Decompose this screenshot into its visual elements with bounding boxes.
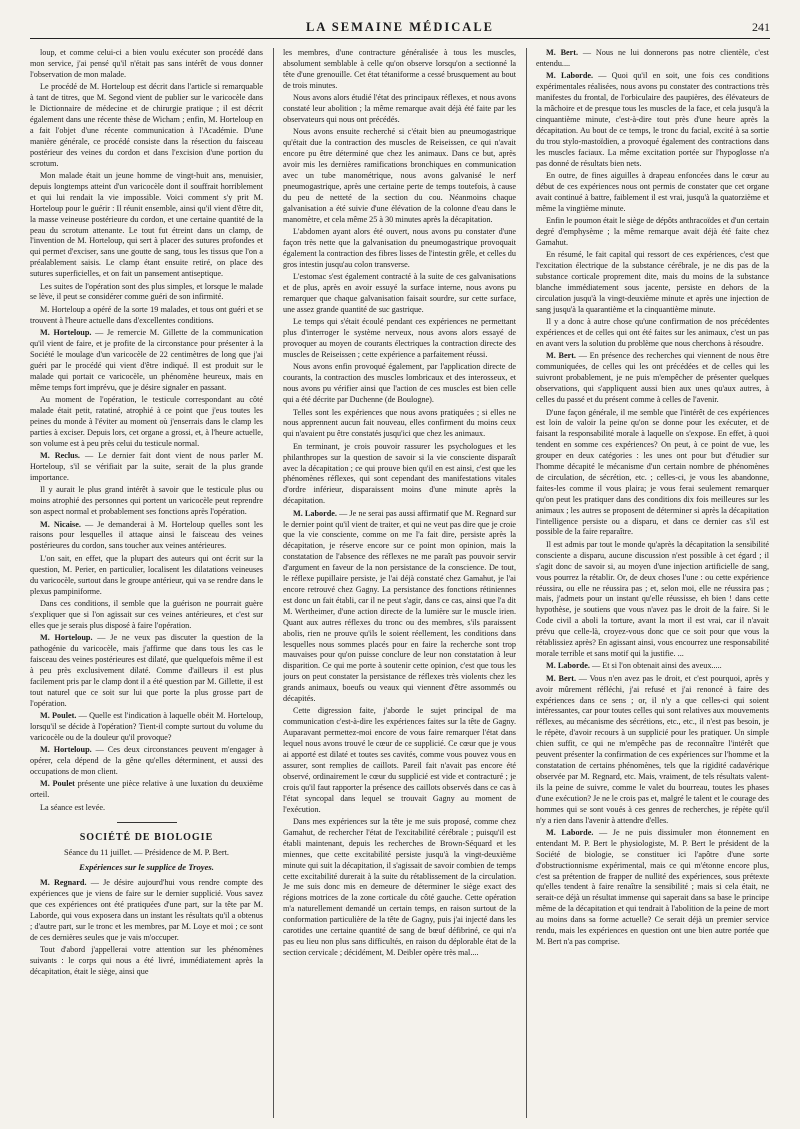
speech: — Je ne puis dissimuler mon étonnement en entendant M. P. Bert le physiologiste, M. P. Bert le président de la Société de biologie, se constituer ici l'apôtre d'une sorte d'obstructionnisme expérimental, mais ce qui m'étonne encore plus, c'est sa prétention de frapper de nullité des expériences, sous prétexte qu'elles tendent à faire renaître la sensibilité ; mais si cela était, ne serait-ce déjà un résultat immense qui saperait dans sa base le principe même de la décapitation et qui tendrait à l'abolition de la peine de mort au moins dans sa forme actuelle? Ce serait déjà un premier service rendu, mais les expériences en question ont une bien autre portée que M. Bert n'a pas comprise. xyxy=(536,827,769,946)
speech: — Et si l'on obtenait ainsi des aveux..... xyxy=(589,661,722,671)
paragraph: M. Horteloup a opéré de la sorte 19 malades, et tous ont guéri et se trouvent à l'heure actuelle dans d'excellentes conditions. xyxy=(30,304,263,325)
speech: — Ces deux circonstances peuvent m'engager à opérer, cela dépend de la gêne qu'elles déterminent, et aussi des occupations de mon client. xyxy=(30,745,263,776)
speech: — Quelle est l'indication à laquelle obéit M. Horteloup, lorsqu'il se décide à l'opération? Tient-il compte surtout du volume du varicocèle ou de la douleur qu'il provoque? xyxy=(30,710,263,742)
paragraph xyxy=(30,633,263,709)
paragraph: L'on sait, en effet, que la plupart des auteurs qui ont écrit sur la question, M. Perier, en particulier, localisent les dilatations veineuses du varicocèle, surtout dans le groupe antérieur, qui va se rendre dans le plexus pampiniforme. xyxy=(30,553,263,596)
speaker: M. Horteloup. xyxy=(40,745,92,755)
speaker: M. Poulet xyxy=(40,779,75,789)
paragraph: loup, et comme celui-ci a bien voulu exécuter son procédé dans mon service, j'ai pensé qu'il n'était pas sans intérêt de vous donner l'observation de mon malade. xyxy=(30,48,263,79)
section-title: SOCIÉTÉ DE BIOLOGIE xyxy=(79,831,214,843)
speaker: M. Regnard. xyxy=(40,878,87,888)
paragraph xyxy=(536,48,769,70)
journal-title: LA SEMAINE MÉDICALE xyxy=(305,20,495,34)
paragraph xyxy=(30,779,263,801)
paragraph: Il y aurait le plus grand intérêt à savoir que le testicule plus ou moins atrophié des personnes qui portent un varicocèle peut reprendre son aspect normal et probablement ses fonctions après l'opération. xyxy=(30,485,263,517)
paragraph xyxy=(30,878,263,943)
speaker: M. Laborde. xyxy=(546,71,594,81)
paragraph xyxy=(30,711,263,744)
paragraph xyxy=(536,674,769,827)
speech: — Vous n'en avez pas le droit, et c'est pourquoi, après y avoir mûrement réfléchi, j'ai refusé et j'ai renoncé à faire des expériences dans ce sens ; or, il n'y a que celles-ci qui soient intéressantes, car pour toutes celles qui sont relatives aux mouvements réflexes, au mécanisme des sécrétions, etc., etc., il n'est pas besoin, je le répète, d'avoir recours à un supplicié pour les pratiquer. Un simple chien suffit, ce qui ne m'empêche pas de reconnaître l'intérêt que peuvent présenter la confirmation de ces expériences sur l'homme et la constatation de certains phénomènes, tels que la rigidité cadavérique observée par M. Regnard, etc. Mais, vraiment, de tels résultats valent-ils la peine de suivre, comme le valet du bourreau, toutes les phases d'une exécution? Je ne le crois pas et, malgré le talent et le courage des hommes qui se sont voués à ces genres de recherches, je répète qu'il n'y a rien dans l'avenir à attendre d'elles. xyxy=(536,673,769,825)
column-3 xyxy=(536,48,769,1118)
speech: — En présence des recherches qui viennent de nous être communiquées, de celles qui les ont précédées et de celles qui les suivront probablement, je ne puis m'empêcher de présenter quelques observations, qui s'appliquent aussi bien aux unes qu'aux autres, à celles du passé et du présent comme à celles de l'avenir. xyxy=(536,351,769,405)
running-header xyxy=(30,20,770,39)
paragraph: Nous avons ensuite recherché si c'était bien au pneumogastrique qu'était due la contraction des muscles de Reiseissen, ce qui n'avait encore pu être déterminé que chez les animaux. Dans ce but, après avoir mis les dernières ramifications bronchiques en communication avec un tube manométrique, nous avons galvanisé le nerf pneumogastrique, après une certaine perte de temps toutefois, à cause du peu de netteté de la section du cou. Néanmoins chaque galvanisation a été suivie d'une élévation de la colonne d'eau dans le manomètre, et cela même 25 à 30 minutes après la décapitation. xyxy=(283,127,516,224)
paragraph xyxy=(536,828,769,948)
paragraph xyxy=(30,451,263,484)
paragraph: les membres, d'une contracture généralisée à tous les muscles, absolument semblable à celle qu'on observe lorsqu'on a sectionné la tête d'une grenouille. Cet état tétaniforme a cessé brusquement au bout de trois minutes. xyxy=(283,48,516,90)
speaker: M. Nicaise. xyxy=(40,519,81,529)
paragraph: Nous avons enfin provoqué également, par l'application directe de courants, la contraction des muscles lombricaux et des interosseux, et nous avons pu vérifier ainsi que l'action de ces muscles est bien celle qui a été décrite par Duchenne (de Boulogne). xyxy=(283,362,516,405)
paragraph: Le temps qui s'était écoulé pendant ces expériences ne permettant plus d'interroger le système nerveux, nous avons alors essayé de provoquer au moyen de courants électriques la contraction directe des muscles de Reiseissen ; cette expérience a parfaitement réussi. xyxy=(283,317,516,359)
paragraph: Tout d'abord j'appellerai votre attention sur les phénomènes suivants : le corps qui nous a été livré, immédiatement après la décapitation, était le siège, ainsi que xyxy=(30,945,263,977)
speaker: M. Bert. xyxy=(546,48,579,57)
speech: — Je demanderai à M. Horteloup quelles sont les raisons pour lesquelles il attaque ainsi le faisceau des veines postérieures du cordon, sans toucher aux veines antérieures. xyxy=(30,519,263,551)
speech: — Nous ne lui donnerons pas notre clientèle, c'est entendu.... xyxy=(536,48,769,68)
session-line: Séance du 11 juillet. — Présidence de M. P. Bert. xyxy=(63,847,230,857)
paragraph xyxy=(30,520,263,553)
paragraph: Les suites de l'opération sont des plus simples, et lorsque le malade se lève, il peut se considérer comme guéri de son infirmité. xyxy=(30,281,263,302)
column-1 xyxy=(30,48,263,1118)
paragraph: L'estomac s'est également contracté à la suite de ces galvanisations et de plus, après en avoir essuyé la surface interne, nous avons pu remarquer que chaque galvanisation faisait sourdre, sur cette surface, une assez grande quantité de suc gastrique. xyxy=(283,272,516,314)
paragraph xyxy=(536,351,769,406)
speaker: M. Bert. xyxy=(546,673,577,683)
section-divider xyxy=(117,822,177,823)
paragraph xyxy=(536,661,769,672)
speech: — Je ne serai pas aussi affirmatif que M. Regnard sur le dernier point qu'il vient de traiter, et qui ne veut pas dire que je croie que la vie consciente, comme on me l'a fait dire, persiste après la décapitation, je réserve encore sur ce point mon opinion, mais la constatation de l'absence des réflexes ne me paraît pas pouvoir servir d'argument en faveur de la non persistance de la conscience. De tout, le réflexe pupillaire persiste, je l'ai déjà constaté chez Gamahut, je l'ai encore retrouvé chez Gagny. La persistance des fonctions rétiniennes est donc un fait établi, car il ne peut s'agir, dans ce cas, ainsi que l'a dit M. Wertheimer, d'une action directe de la lumière sur le muscle irien. Quant aux autres réflexes du tronc ou des membres, s'ils paraissent abolis, rien ne prouve qu'ils le soient réellement, les conditions dans lesquelles nous sommes placés pour en faire la recherche sont trop mauvaises pour qu'on puisse conclure de leur non constatation à leur disparition. Ce qui me porte à soutenir cette opinion, c'est que tous les jours on peut constater la persistance de réflexes très violents chez les grands animaux, boeufs ou veaux qui viennent d'être assommés ou décapités. xyxy=(283,508,516,704)
paragraph: En résumé, le fait capital qui ressort de ces expériences, c'est que l'excitation électrique de la substance cérébrale, je ne dis pas de la substance corticale proprement dite, mais du moins de la substance blanche immédiatement sous jacente, persiste en dehors de la circulation jusqu'à la vingt-deuxième minute et après une injection de sang jusqu'à la quarantième et la cinquantième minute. xyxy=(536,250,769,314)
paragraph xyxy=(30,328,263,393)
paragraph: Cette digression faite, j'aborde le sujet principal de ma communication c'est-à-dire les expériences faites sur la tête de Gagny. Auparavant permettez-moi encore de vous faire remarquer l'état dans lequel nous avons trouvé le cœur de ce supplicié. Ce cœur que je vous ai apporté est dilaté et toutes ses cavités, comme vous pouvez vous en assurer, sont remplies de caillots. Pareil fait n'avait pas encore été observé, ordinairement le cœur du supplicié est vide et contracturé ; je crois qu'il faut rapporter la présence des caillots observés dans ce cas à l'état syncopal dans lequel se trouvait Gagny au moment de l'exécution. xyxy=(283,706,516,814)
speaker: M. Reclus. xyxy=(40,451,80,461)
page-number: 241 xyxy=(752,20,770,34)
speaker: M. Horteloup. xyxy=(40,633,93,643)
paragraph: La séance est levée. xyxy=(40,802,106,812)
speech: — Le dernier fait dont vient de nous parler M. Horteloup, s'il se vérifiait par la suite, serait de la plus grande importance. xyxy=(30,451,263,482)
paragraph xyxy=(30,745,263,778)
article-subtitle: Expériences sur le supplice de Troyes. xyxy=(79,862,214,873)
paragraph: Le procédé de M. Horteloup est décrit dans l'article si remarquable à tant de titres, que M. Segond vient de publier sur le varicocèle dans le Dictionnaire de médecine et de chirurgie pratique ; il est décrit également dans une récente thèse de Wicham ; enfin, M. Horteloup en a fait l'objet d'une récente communication à l'Académie. D'une manière générale, ce procédé consiste dans la résection du faisceau postérieur des veines du cordon et dans l'excision d'une portion du scrotum. xyxy=(30,82,263,168)
speaker: M. Laborde. xyxy=(293,508,337,518)
paragraph: Dans mes expériences sur la tête je me suis proposé, comme chez Gamahut, de rechercher l'état de l'excitabilité cérébrale ; puisqu'il est établi maintenant, depuis les recherches de Brown-Séquard et les miennes, que cette excitabilité persiste jusqu'à la vingt-deuxième minute qui suit la décapitation, il s'agissait de savoir combien de temps cette excitabilité durerait à la suite du rétablissement de la circulation. Je me suis donc mis en demeure de déterminer le siège exact des régions motrices de la zone corticale du côté gauche. Cette opération m'a naturellement demandé un certain temps, en raison surtout de la conformation particulière de la tête de Gagny, puis j'ai injecté dans les carotides une certaine quantité de sang de bœuf défibriné, ce qui n'a pas eu lieu non plus sans difficultés, en raison du déplorable état de la section cervicale ; décidément, M. Deibler opère très mal.... xyxy=(283,817,516,957)
paragraph: Il y a donc à autre chose qu'une confirmation de nos précédentes expériences et de celles qui ont été faites sur les animaux, c'est un pas en avant vers la solution du problème que nous cherchons à résoudre. xyxy=(536,317,769,349)
paragraph: L'abdomen ayant alors été ouvert, nous avons pu constater d'une façon très nette que la galvanisation du pneumogastrique provoquait également la contraction des fibres lisses de l'intestin grêle, et celles du gros intestin jusqu'au colon transverse. xyxy=(283,227,516,269)
paragraph: Nous avons alors étudié l'état des principaux réflexes, et nous avons constaté leur abolition ; la même remarque avait déjà été faite par les observateurs qui nous ont précédés. xyxy=(283,93,516,124)
paragraph: Dans ces conditions, il semble que la guérison ne pourrait guère s'expliquer que si l'on agissait sur ces veines antérieures, et c'est sur elles que je serais plus disposé à faire l'opération. xyxy=(30,598,263,630)
paragraph: Il est admis par tout le monde qu'après la décapitation la sensibilité consciente a disparu, aucune discussion n'est possible à cet égard ; il s'agit donc de savoir si, au moyen d'une injection artificielle de sang, vous pourrez la rétablir. Or, de deux choses l'une : ou cette expérience réussira, ou elle ne réussira pas ; et, selon moi, elle ne réussira pas ; mais, j'admets pour un instant qu'elle réussisse, eh bien ! dans cette hypothèse, je soutiens que vous n'avez pas le droit de la faire. Si le Code civil a aboli la torture, avant la mort il est vrai, car il n'avait prévu que celle-là, croyez-vous donc que ce soit pour que vous la rétablissiez après? En agissant ainsi, vous encourrez une responsabilité morale terrible et sans motif qui la justifie. ... xyxy=(536,539,769,658)
speech: présente une pièce relative à une luxation du deuxième orteil. xyxy=(30,779,263,800)
speaker: M. Laborde. xyxy=(546,661,590,671)
speaker: M. Horteloup. xyxy=(40,328,92,338)
paragraph: Telles sont les expériences que nous avons pratiquées ; si elles ne nous apprennent aucun fait nouveau, elles confirment du moins ceux qui n'avaient pu être constatés jusqu'ici que chez les animaux. xyxy=(283,407,516,439)
paragraph: D'une façon générale, il me semble que l'intérêt de ces expériences est loin de valoir la peine qu'on se donne pour les exécuter, et de faisant la responsabilité morale à laquelle on s'expose. En effet, à quoi tendent en somme ces expériences? On peut, à ce point de vue, les grouper en deux catégories : les unes ont pour but d'étudier sur l'homme décapité le mécanisme d'un certain nombre de phénomènes de circulation, de sécrétion, etc. ; celles-ci, je vous les abandonne, faites-les comme il vous plaira; je vous ferai seulement remarquer qu'on peut les pratiquer dans des conditions dix fois meilleures sur les animaux ; les autres se proposent de déterminer si après la décapitation l'intelligence persiste ou a disparu, et dans ce dernier cas s'il est possible de la faire reparaître. xyxy=(536,407,769,537)
speech: — Je remercie M. Gillette de la communication qu'il vient de faire, et je profite de la circonstance pour présenter à la Société le moulage d'un varicocèle de 22 centimètres de long que j'ai guéri par le procédé qui vient d'être indiqué. Il est produit sur le malade qui portait ce varicocèle, un phénomène heureux, mais en même temps fort imprévu, que je désire signaler en passant. xyxy=(30,328,263,392)
speech: — Je ne veux pas discuter la question de la pathogénie du varicocèle, mais j'affirme que dans tous les cas le faisceau des veines postérieures est dilaté, que quelquefois même il est à peu près exclusivement dilaté. Comme d'ailleurs il est plus facilement pris par le clamp dont il a été question par M. Gillette, il est tout naturel que ce soit sur lui que porte la plus grosse part de l'opération. xyxy=(30,633,263,708)
paragraph xyxy=(283,509,516,705)
paragraph xyxy=(536,71,769,169)
paragraph: Au moment de l'opération, le testicule correspondant au côté malade était petit, ratatiné, atrophié à ce point que j'eus toutes les peines du monde à l'éviter au moment où j'enserrais dans le clamp les parties à exciser. Depuis lors, cet organe a grossi, et, à l'heure actuelle, son volume est à peu près celui du testicule normal. xyxy=(30,395,263,448)
paragraph: En outre, de fines aiguilles à drapeau enfoncées dans le cœur au début de ces expériences nous ont permis de constater que cet organe avait continué à battre, faiblement il est vrai, jusqu'à la quatorzième et même la vingtième minute. xyxy=(536,170,769,213)
speaker: M. Poulet. xyxy=(40,710,77,720)
column-2 xyxy=(283,48,516,1118)
speech: — Je désire aujourd'hui vous rendre compte des expériences que je viens de faire sur le dernier supplicié. Vous savez que ces expériences ont été pratiquées d'une part, sur la tête par M. Laborde, qui vous exposera dans un instant les résultats qu'il a obtenus ; d'autre part, sur le tronc et les membres, par M. Loye et moi ; ce sont de ces dernières seules que je vais m'occuper. xyxy=(30,878,263,942)
article-body xyxy=(30,48,770,1118)
paragraph: Mon malade était un jeune homme de vingt-huit ans, menuisier, depuis longtemps atteint d'un varicocèle dont il souffrait horriblement et qui lui rendait la vie impossible. Voici comment s'y prit M. Horteloup pour le guérir : Il réunit ensemble, ainsi qu'il vient d'être dit, la masse veineuse postérieure du cordon, et une certaine quantité de la peau du scrotum attenante. Le tout fut étreint dans un clamp, de l'invention de M. Horteloup, qui sert à placer des sutures profondes et qui permet d'exciser, sans une goutte de sang, tous les tissus que l'on a préalablement saisis. Le clamp étant ensuite retiré, on place des sutures superficielles, et on fait un pansement antiseptique. xyxy=(30,170,263,279)
speaker: M. Bert. xyxy=(546,351,576,361)
speaker: M. Laborde. xyxy=(546,827,594,837)
paragraph: Enfin le poumon était le siège de dépôts anthracoïdes et d'un certain degré d'emphysème ; la même remarque avait déjà été faite chez Gamahut. xyxy=(536,216,769,247)
paragraph: En terminant, je crois pouvoir rassurer les psychologues et les philanthropes sur la question de savoir si la vie consciente disparaît avec la décapitation ; ce qui prouve bien qu'il en est ainsi, c'est que les phénomènes réflexes, qui sont cependant des manifestations vitales d'ordre inférieur, disparaissent moins d'une minute après la décapitation. xyxy=(283,441,516,506)
speech: — Quoi qu'il en soit, une fois ces conditions expérimentales réalisées, nous avons pu constater des contractions très manifestes du frontal, de l'orbiculaire des paupières, des élévateurs de la mâchoire et de presque tous les muscles de la face, et cela jusqu'à la cinquantième minute, c'est-à-dire tout près d'une heure après la décapitation. Au bout de ce temps, le tronc du facial, excité à sa sortie du trou stylo-mastoïdien, a provoqué également des contractions dans les muscles faciaux. La même excitation portée sur l'hypoglosse n'a pas donné de résultats bien nets. xyxy=(536,71,769,168)
